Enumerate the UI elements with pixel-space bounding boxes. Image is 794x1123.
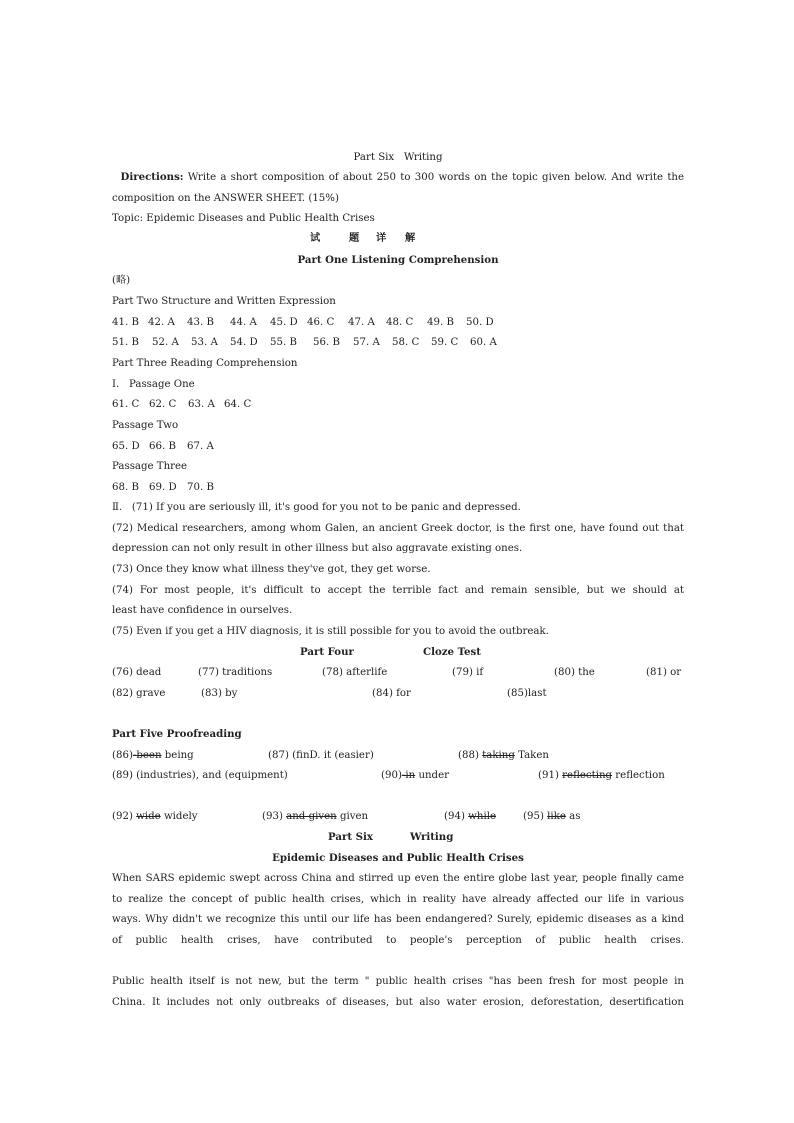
answer-item: 60. A <box>470 337 497 348</box>
proof-item: (89) (industries), and (equipment) <box>112 770 288 781</box>
answer-item: 49. B <box>427 317 454 328</box>
answer-item: 51. B <box>112 337 139 348</box>
answer-item: 53. A <box>191 337 218 348</box>
answer-item: 57. A <box>353 337 380 348</box>
proof-item: (94) while <box>444 811 496 822</box>
answer-title-char: 题 <box>349 233 360 244</box>
answer-item: 56. B <box>313 337 340 348</box>
translation-74-line-1: (74) For most people, it's difficult to accept the terrible fact and remain sensible, but we should at <box>112 585 684 596</box>
directions-line-1 <box>112 171 684 184</box>
answer-item: 52. A <box>152 337 179 348</box>
answer-item: 67. A <box>187 441 214 452</box>
deleted-word: taking <box>482 750 515 761</box>
answer-item: 55. B <box>270 337 297 348</box>
part-label: Part Four <box>300 646 354 658</box>
deleted-word: while <box>468 811 496 822</box>
answer-item: 64. C <box>224 399 252 410</box>
part-two-title: Part Two Structure and Written Expression <box>112 296 336 307</box>
essay-p1-line: ways. Why didn't we recognize this until our life has been endangered? Surely, epidemic diseases as a kind <box>112 914 684 925</box>
answer-item: 61. C <box>112 399 140 410</box>
answer-title-char: 试 <box>310 233 321 244</box>
deleted-word: and given <box>286 811 337 822</box>
answer-item: (84) for <box>372 688 411 699</box>
proof-item: (86)-been being <box>112 750 194 761</box>
answer-title-char: 详 <box>376 233 387 244</box>
answer-item: 42. A <box>148 317 175 328</box>
answer-title-char: 解 <box>405 233 416 244</box>
passage-one-heading <box>112 378 684 391</box>
essay-title: Epidemic Diseases and Public Health Crises <box>272 852 524 864</box>
directions-text: Write a short composition of about 250 to 300 words on the topic given below. And write the <box>187 172 685 183</box>
essay-p1-line: When SARS epidemic swept across China and stirred up even the entire globe last year, people finally came <box>112 873 684 884</box>
translation-74-line-2: least have confidence in ourselves. <box>112 605 293 616</box>
answer-item: 43. B <box>187 317 214 328</box>
deleted-word: reflecting <box>562 770 613 781</box>
section-numeral: Ⅱ. <box>112 502 123 513</box>
passage-label: Passage One <box>128 379 195 390</box>
translation-text: (71) If you are seriously ill, it's good for you not to be panic and depressed. <box>131 502 521 513</box>
deleted-word: -in <box>401 770 416 781</box>
proof-item: (87) (finD. it (easier) <box>268 750 374 761</box>
translation-71 <box>112 501 684 514</box>
section-label: Cloze Test <box>423 646 481 658</box>
deleted-word: like <box>547 811 566 822</box>
part-five-title: Part Five Proofreading <box>112 728 242 740</box>
answer-item: 54. D <box>230 337 258 348</box>
answer-item: 70. B <box>187 482 214 493</box>
passage-two-heading: Passage Two <box>112 420 179 431</box>
proof-item: (92) wide widely <box>112 811 198 822</box>
part-one-title: Part One Listening Comprehension <box>297 254 499 266</box>
answer-item: 68. B <box>112 482 139 493</box>
answer-item: 44. A <box>230 317 257 328</box>
proof-item: (91) reflecting reflection <box>538 770 665 781</box>
answer-item: 62. C <box>149 399 177 410</box>
section-numeral: Ⅰ. <box>112 379 120 390</box>
proof-item: (88) taking Taken <box>458 750 549 761</box>
topic-line: Topic: Epidemic Diseases and Public Health Crises <box>112 213 375 224</box>
proof-item: (90)-in under <box>381 770 449 781</box>
translation-73: (73) Once they know what illness they've got, they get worse. <box>112 564 431 575</box>
answer-item: (80) the <box>554 667 595 678</box>
essay-p2-line: Public health itself is not new, but the term " public health crises "has been fresh for most people in <box>112 976 684 987</box>
answer-item: (77) traditions <box>198 667 273 678</box>
answer-item: 48. C <box>386 317 414 328</box>
answer-item: (82) grave <box>112 688 166 699</box>
part-one-note: (略) <box>112 275 131 286</box>
answer-item: 50. D <box>466 317 494 328</box>
directions-label: Directions: <box>120 171 184 183</box>
answer-item: (79) if <box>452 667 484 678</box>
answer-item: 59. C <box>431 337 459 348</box>
part-six-heading <box>112 151 684 164</box>
answer-item: 65. D <box>112 441 140 452</box>
proof-item: (93) and given given <box>262 811 369 822</box>
part-three-title: Part Three Reading Comprehension <box>112 358 298 369</box>
answer-item: 47. A <box>348 317 375 328</box>
essay-p1-line: to realize the concept of public health crises, which in reality have already affected our life in various <box>112 894 684 905</box>
part-label: Part Six <box>353 152 395 163</box>
part-label: Part Six <box>328 831 373 843</box>
translation-72-line-2: depression can not only result in other illness but also aggravate existing ones. <box>112 543 523 554</box>
answer-item: 58. C <box>392 337 420 348</box>
essay-p2-line: China. It includes not only outbreaks of diseases, but also water erosion, deforestation, desertification <box>112 997 684 1008</box>
answer-item: (76) dead <box>112 667 162 678</box>
proof-item: (95) like as <box>523 811 581 822</box>
deleted-word: -been <box>132 750 162 761</box>
answer-item: 46. C <box>307 317 335 328</box>
section-label: Writing <box>410 831 454 843</box>
answer-item: (81) or <box>646 667 682 678</box>
answer-item: (83) by <box>201 688 238 699</box>
passage-three-heading: Passage Three <box>112 461 188 472</box>
answer-item: 63. A <box>188 399 215 410</box>
answer-item: 66. B <box>149 441 176 452</box>
answer-item: 45. D <box>270 317 298 328</box>
answer-item: 69. D <box>149 482 177 493</box>
translation-75: (75) Even if you get a HIV diagnosis, it is still possible for you to avoid the outbreak. <box>112 626 549 637</box>
essay-p1-line: of public health crises, have contributed to people's perception of public health crises. <box>112 935 684 946</box>
translation-72-line-1: (72) Medical researchers, among whom Galen, an ancient Greek doctor, is the first one, have found out that <box>112 523 684 534</box>
answer-item: (78) afterlife <box>322 667 388 678</box>
directions-line-2: composition on the ANSWER SHEET. (15%) <box>112 193 339 204</box>
section-label: Writing <box>403 152 443 163</box>
answer-item: 41. B <box>112 317 139 328</box>
answer-item: (85)last <box>507 688 547 699</box>
deleted-word: wide <box>136 811 161 822</box>
